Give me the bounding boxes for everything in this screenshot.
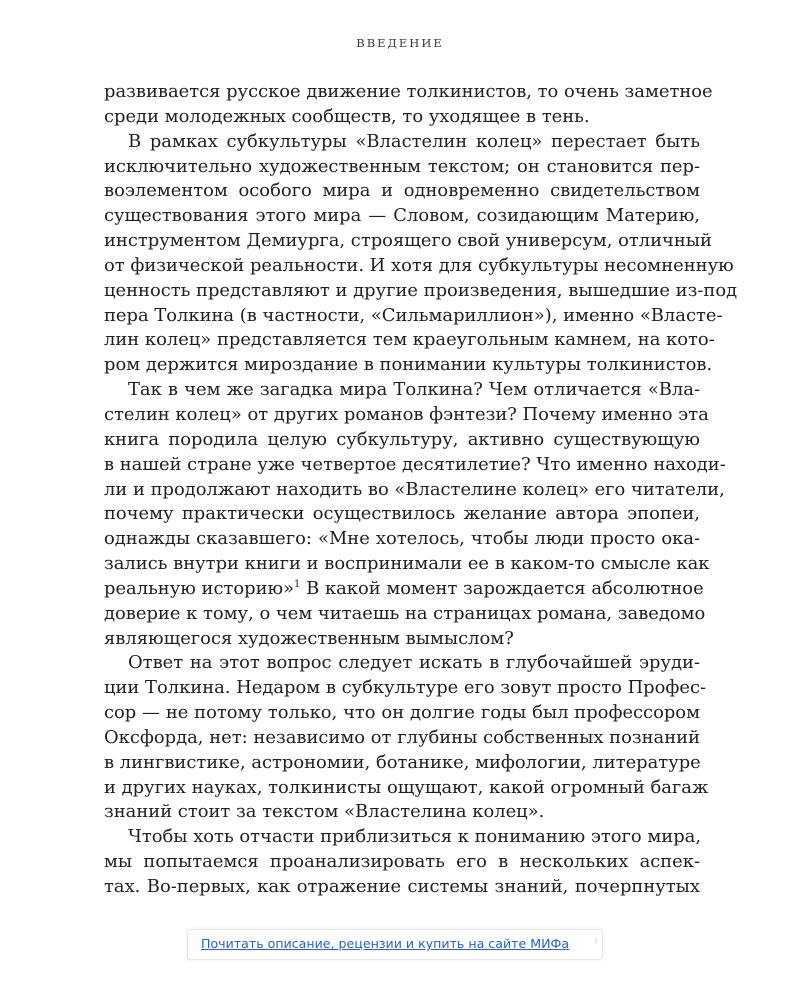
text-line: среди молодежных сообществ, то уходящее в тень. [104,105,590,127]
text-line: Чтобы хоть отчасти приблизиться к пониманию этого мира, [128,826,702,848]
text-line: зались внутри книги и воспринимали ее в каком-то смысле как [104,553,710,575]
text-line: ции Толкина. Недаром в субкультуре его зовут просто Профес- [104,677,707,699]
text-line: пера Толкина (в частности, «Сильмариллион»), именно «Власте- [104,304,723,326]
text-line: инструментом Демиурга, строящего свой универсум, отличный [104,230,712,252]
text-line: мы попытаемся проанализировать его в нескольких аспек- [104,851,700,873]
text-line: Ответ на этот вопрос следует искать в глубочайшей эруди- [128,652,700,674]
text-line: стелин колец» от других романов фэнтези? Почему именно эта [104,403,709,425]
text-line: тах. Во-первых, как отражение системы знаний, почерпнутых [104,876,700,897]
text-line: ром держится мироздание в понимании культуры толкинистов. [104,354,713,376]
footnote-reference[interactable]: 1 [294,578,301,590]
text-line: ли и продолжают находить во «Властелине колец» его читатели, [104,478,725,500]
text-line: ценность представляют и другие произведения, вышедшие из-под [104,279,738,301]
text-segment: В какой момент зарождается абсолютное [300,577,704,599]
text-line: книга породила целую субкультуру, активно существующую [104,428,700,450]
buy-link[interactable]: Почитать описание, рецензии и купить на сайте МИФа [201,936,570,951]
buy-link-box[interactable] [187,929,603,960]
body-text [104,80,738,900]
text-line: исключительно художественным текстом; он становится пер- [104,155,700,177]
text-line: В рамках субкультуры «Властелин колец» перестает быть [128,130,700,152]
text-line: Так в чем же загадка мира Толкина? Чем отличается «Вла- [128,379,700,401]
text-line: от физической реальности. И хотя для субкультуры несомненную [104,254,734,276]
text-line: знаний стоит за текстом «Властелина колец». [104,801,545,823]
text-line: развивается русское движение толкинистов, то очень заметное [104,81,713,102]
text-line: почему практически осуществилось желание автора эпопеи, [104,503,700,525]
text-line: являющегося художественным вымыслом? [104,627,514,649]
running-head: ВВЕДЕНИЕ [356,36,444,50]
text-line: в лингвистике, астрономии, ботанике, мифологии, литературе [104,751,701,773]
text-line: воэлементом особого мира и одновременно свидетельством [104,180,700,202]
text-line: сор — не потому только, что он долгие годы был профессором [104,702,700,724]
text-line: лин колец» представляется тем краеугольным камнем, на кото- [104,329,715,351]
text-line: и других науках, толкинисты ощущают, какой огромный багаж [104,776,709,798]
text-line: доверие к тому, о чем читаешь на страницах романа, заведомо [104,602,706,624]
text-line: существования этого мира — Словом, созидающим Материю, [104,205,700,227]
text-line: Оксфорда, нет: независимо от глубины собственных познаний [104,726,700,748]
chevron-right-icon: › [593,933,599,949]
text-segment: реальную историю» [104,577,295,599]
text-line: однажды сказавшего: «Мне хотелось, чтобы люди просто ока- [104,528,700,550]
text-line-with-footnote [104,577,704,602]
text-line: в нашей стране уже четвертое десятилетие? Что именно находи- [104,453,726,475]
